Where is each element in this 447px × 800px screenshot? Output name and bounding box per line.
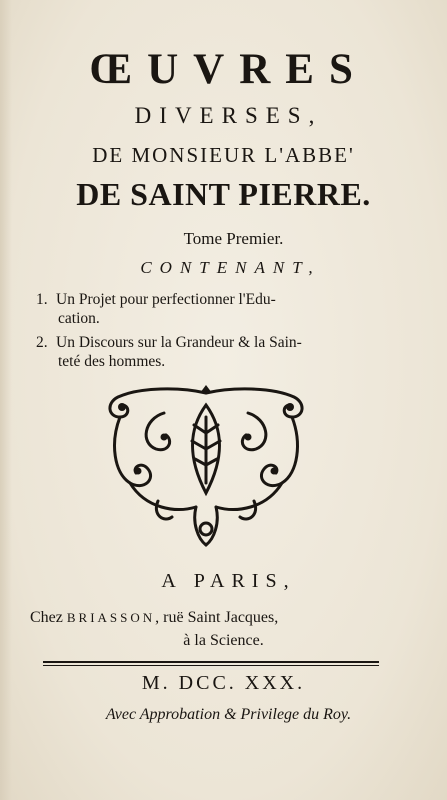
imprint-year: M. DCC. XXX. <box>141 672 306 694</box>
rule-thin <box>43 665 379 666</box>
publisher-sign: à la Science. <box>183 632 264 649</box>
title-diverses: DIVERSES, <box>134 103 323 128</box>
contents-item-text: Un Discours sur la Grandeur & la Sain- <box>56 334 302 351</box>
imprint-publisher <box>30 608 430 628</box>
printers-ornament-icon <box>100 383 312 553</box>
contents-item-2 <box>36 333 431 371</box>
title-author-name: DE SAINT PIERRE. <box>76 176 371 212</box>
contents-item-number: 1. <box>36 291 48 308</box>
publisher-address: , ruë Saint Jacques, <box>155 609 279 626</box>
publisher-prefix: Chez <box>30 609 63 626</box>
royal-privilege-line: Avec Approbation & Privilege du Roy. <box>105 706 352 723</box>
contenant-label: CONTENANT, <box>140 258 321 277</box>
contents-item-number: 2. <box>36 334 48 351</box>
contents-item-1 <box>36 290 431 328</box>
imprint-place: A PARIS, <box>161 570 296 592</box>
title-oeuvres: ŒUVRES <box>89 46 368 93</box>
rule-thick <box>43 661 379 663</box>
contents-item-text-continued: cation. <box>58 310 100 327</box>
publisher-name: BRIASSON <box>66 610 156 625</box>
contents-item-text-continued: teté des hommes. <box>58 353 166 370</box>
tome-label: Tome Premier. <box>183 229 284 248</box>
contents-item-text: Un Projet pour perfectionner l'Edu- <box>56 291 276 308</box>
title-author-line: DE MONSIEUR L'ABBE' <box>92 143 355 167</box>
